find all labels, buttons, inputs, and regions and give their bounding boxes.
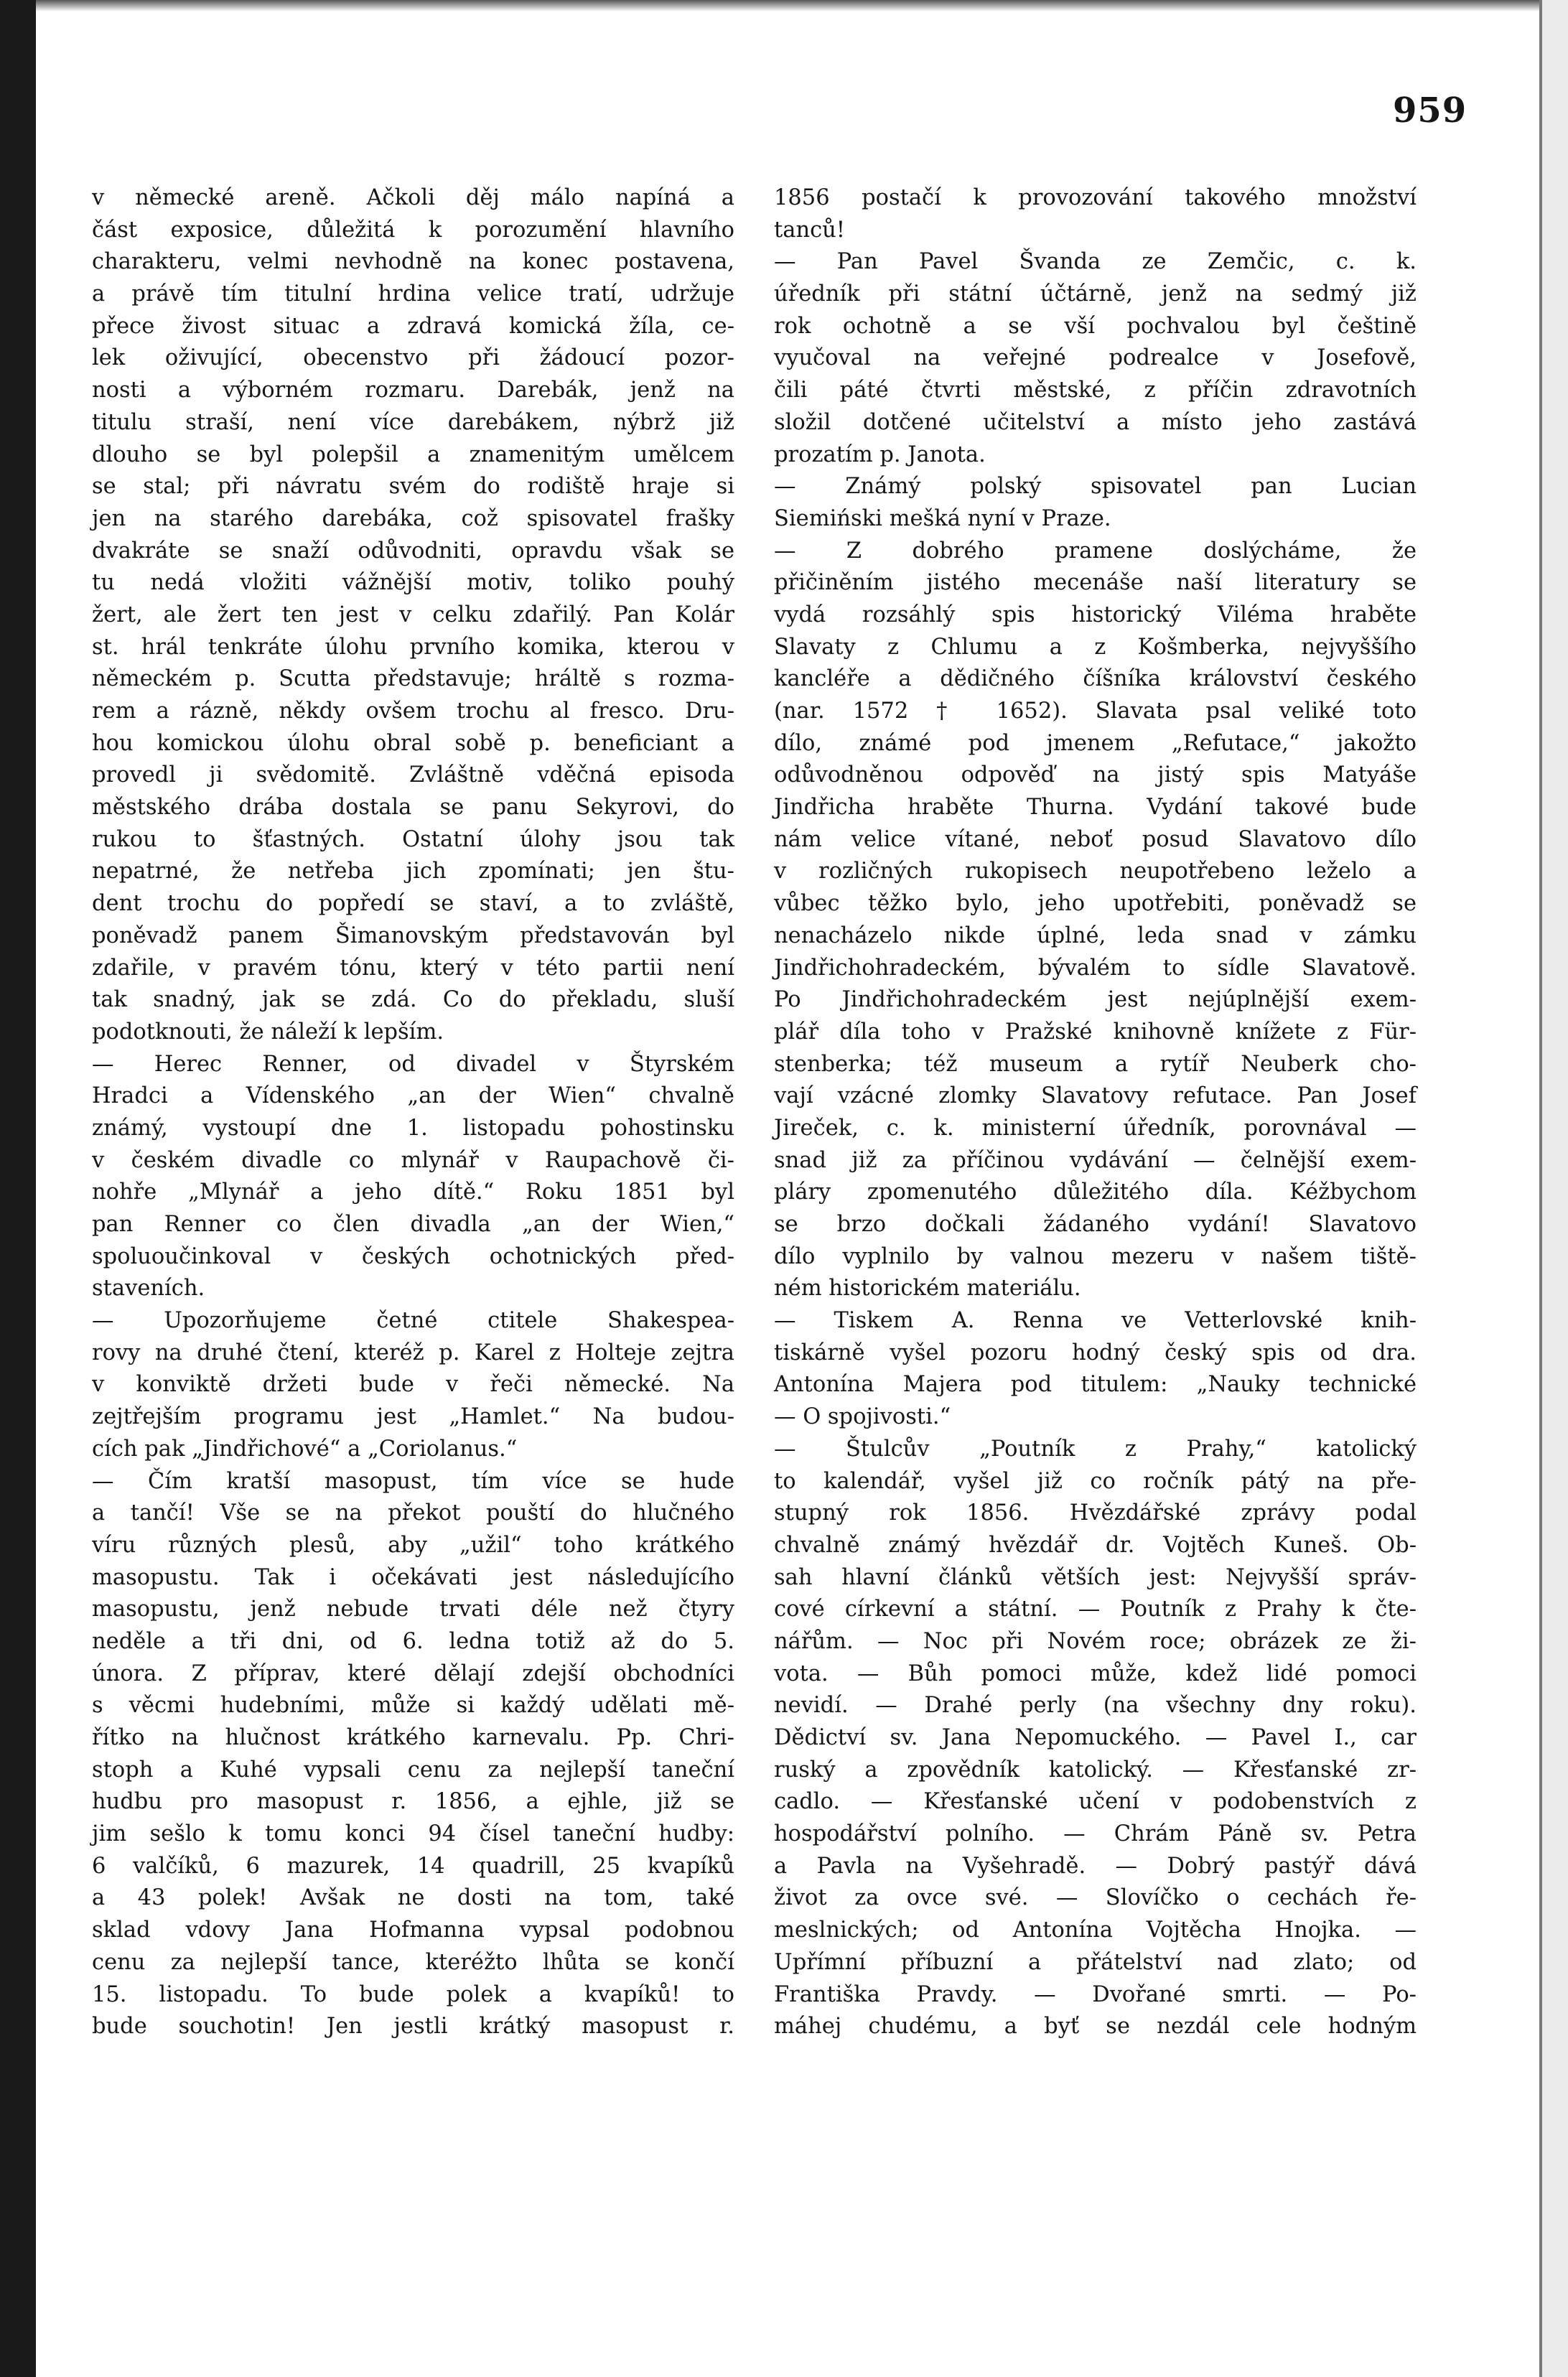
text-line: máhej chudému, a byť se nezdál cele hodným: [774, 2014, 1417, 2040]
text-line: — O spojivosti.“: [774, 1404, 951, 1430]
text-line: Po Jindřichohradeckém jest nejúplnější exem-: [774, 987, 1417, 1013]
text-line: dílo, známé pod jmenem „Refutace,“ jakožto: [774, 730, 1417, 756]
text-line: Františka Pravdy. — Dvořané smrti. — Po-: [774, 1981, 1417, 2007]
text-line: 6 valčíků, 6 mazurek, 14 quadrill, 25 kvapíků: [92, 1853, 734, 1879]
text-line: — Známý polský spisovatel pan Lucian: [774, 474, 1417, 500]
text-line: nohře „Mlynář a jeho dítě.“ Roku 1851 byl: [92, 1180, 734, 1205]
text-line: nenacházelo nikde úplné, leda snad v zámku: [774, 923, 1417, 948]
text-line: ruský a zpovědník katolický. — Křesťanské zr-: [774, 1757, 1417, 1783]
text-line: — Štulcův „Poutník z Prahy,“ katolický: [774, 1436, 1417, 1462]
text-line: a právě tím titulní hrdina velice tratí, udržuje: [92, 281, 734, 307]
page-number: 959: [1393, 90, 1467, 131]
text-line: — Tiskem A. Renna ve Vetterlovské knih-: [774, 1308, 1417, 1334]
text-line: plář díla toho v Pražské knihovně knížete z Für-: [774, 1019, 1417, 1045]
text-line: (nar. 1572 † 1652). Slavata psal veliké toto: [774, 699, 1417, 724]
scan-right-edge: [1539, 0, 1568, 2377]
text-line: — Z dobrého pramene doslýcháme, že: [774, 538, 1417, 564]
text-line: rem a rázně, někdy ovšem trochu al fresco. Dru-: [92, 699, 734, 724]
text-line: čili páté čtvrti městské, z příčin zdravotních: [774, 378, 1417, 403]
text-column-left: [92, 182, 734, 2043]
text-line: 15. listopadu. To bude polek a kvapíků! to: [92, 1981, 734, 2007]
text-line: přičiněním jistého mecenáše naší literatury se: [774, 570, 1417, 596]
text-line: nevidí. — Drahé perly (na všechny dny roku).: [774, 1693, 1417, 1719]
text-line: se stal; při návratu svém do rodiště hraje si: [92, 474, 734, 500]
text-line: rukou to šťastných. Ostatní úlohy jsou tak: [92, 826, 734, 852]
text-line: nosti a výborném rozmaru. Darebák, jenž na: [92, 378, 734, 403]
text-line: — Herec Renner, od divadel v Štyrském: [92, 1051, 734, 1077]
text-line: nářům. — Noc při Novém roce; obrázek ze ži-: [774, 1628, 1417, 1654]
text-line: rovy na druhé čtení, kteréž p. Karel z Holteje zejtra: [92, 1340, 734, 1365]
text-line: nám velice vítané, neboť posud Slavatovo dílo: [774, 826, 1417, 852]
text-line: chvalně známý hvězdář dr. Vojtěch Kuneš. Ob-: [774, 1532, 1417, 1558]
text-line: kancléře a dědičného číšníka království českého: [774, 666, 1417, 692]
text-line: poněvadž panem Šimanovským představován byl: [92, 923, 734, 948]
text-line: a tančí! Vše se na překot pouští do hlučného: [92, 1500, 734, 1526]
text-line: známý, vystoupí dne 1. listopadu pohostinsku: [92, 1115, 734, 1141]
text-line: víru různých plesů, aby „užil“ toho krátkého: [92, 1532, 734, 1558]
text-line: titulu straší, není více darebákem, nýbrž již: [92, 409, 734, 435]
text-line: a Pavla na Vyšehradě. — Dobrý pastýř dává: [774, 1853, 1417, 1879]
text-line: vají vzácné zlomky Slavatovy refutace. Pan Josef: [774, 1083, 1417, 1109]
text-line: a 43 polek! Avšak ne dosti na tom, také: [92, 1885, 734, 1911]
text-line: odůvodněnou odpověď na jistý spis Matyáše: [774, 762, 1417, 788]
text-line: rok ochotně a se vší pochvalou byl češtině: [774, 313, 1417, 339]
text-line: jim sešlo k tomu konci 94 čísel taneční hudby:: [92, 1821, 734, 1847]
text-line: přece živost situac a zdravá komická žíla, ce-: [92, 313, 734, 339]
text-line: dlouho se byl polepšil a znamenitým umělcem: [92, 442, 734, 467]
text-line: podotknouti, že náleží k lepším.: [92, 1019, 444, 1045]
text-line: meslnických; od Antonína Vojtěcha Hnojka. —: [774, 1918, 1417, 1943]
text-line: cích pak „Jindřichové“ a „Coriolanus.“: [92, 1436, 518, 1462]
text-line: staveních.: [92, 1276, 205, 1302]
text-line: 1856 postačí k provozování takového množství: [774, 185, 1417, 210]
text-line: v německé areně. Ačkoli děj málo napíná a: [92, 185, 734, 210]
text-line: tak snadný, jak se zdá. Co do překladu, sluší: [92, 987, 734, 1013]
text-line: sah hlavní článků větších jest: Nejvyšší správ-: [774, 1564, 1417, 1590]
text-line: masopustu. Tak i očekávati jest následujícího: [92, 1564, 734, 1590]
text-line: dvakráte se snaží odůvodniti, opravdu však se: [92, 538, 734, 564]
text-line: nepatrné, že netřeba jich zpomínati; jen štu-: [92, 859, 734, 884]
text-line: tanců!: [774, 217, 846, 243]
text-line: pan Renner co člen divadla „an der Wien,“: [92, 1212, 734, 1237]
text-line: Slavaty z Chlumu a z Košmberka, nejvyššího: [774, 634, 1417, 660]
text-line: Jindřicha hraběte Thurna. Vydání takové bude: [774, 795, 1417, 821]
text-line: v konviktě držeti bude v řeči německé. Na: [92, 1372, 734, 1398]
text-line: stenberka; též museum a rytíř Neuberk cho-: [774, 1051, 1417, 1077]
text-line: řítko na hlučnost krátkého karnevalu. Pp. Chri-: [92, 1725, 734, 1750]
text-line: německém p. Scutta představuje; hráltě s rozma-: [92, 666, 734, 692]
text-line: Hradci a Vídenského „an der Wien“ chvalně: [92, 1083, 734, 1109]
text-line: cadlo. — Křesťanské učení v podobenstvích z: [774, 1789, 1417, 1815]
text-line: hudbu pro masopust r. 1856, a ejhle, již se: [92, 1789, 734, 1815]
text-line: spoluoučinkoval v českých ochotnických před-: [92, 1243, 734, 1269]
text-line: bude souchotin! Jen jestli krátký masopust r.: [92, 2014, 734, 2040]
text-line: v českém divadle co mlynář v Raupachově či-: [92, 1147, 734, 1173]
text-line: masopustu, jenž nebude trvati déle než čtyry: [92, 1597, 734, 1622]
text-line: st. hrál tenkráte úlohu prvního komika, kterou v: [92, 634, 734, 660]
text-line: složil dotčené učitelství a místo jeho zastává: [774, 409, 1417, 435]
text-line: to kalendář, vyšel již co ročník pátý na pře-: [774, 1468, 1417, 1494]
text-column-right: [774, 182, 1417, 2043]
text-line: Siemiński mešká nyní v Praze.: [774, 505, 1111, 531]
text-line: prozatím p. Janota.: [774, 442, 986, 467]
text-line: úředník při státní účtárně, jenž na sedmý již: [774, 281, 1417, 307]
text-line: Upřímní příbuzní a přátelství nad zlato; od: [774, 1949, 1417, 1975]
text-line: jen na starého darebáka, což spisovatel frašky: [92, 505, 734, 531]
text-line: stoph a Kuhé vypsali cenu za nejlepší taneční: [92, 1757, 734, 1783]
text-line: snad již za příčinou vydávání — čelnější exem-: [774, 1147, 1417, 1173]
text-line: — Upozorňujeme četné ctitele Shakespea-: [92, 1308, 734, 1334]
text-line: zejtřejším programu jest „Hamlet.“ Na budou-: [92, 1404, 734, 1430]
text-line: dílo vyplnilo by valnou mezeru v našem tiště-: [774, 1243, 1417, 1269]
text-line: cové církevní a státní. — Poutník z Prahy k čte-: [774, 1597, 1417, 1622]
scan-left-edge: [0, 0, 36, 2377]
text-line: provedl ji svědomitě. Zvláštně vděčná episoda: [92, 762, 734, 788]
text-line: — Pan Pavel Švanda ze Zemčic, c. k.: [774, 249, 1417, 275]
text-line: stupný rok 1856. Hvězdářské zprávy podal: [774, 1500, 1417, 1526]
text-line: zdařile, v pravém tónu, který v této partii není: [92, 955, 734, 981]
text-line: městského drába dostala se panu Sekyrovi, do: [92, 795, 734, 821]
text-line: Dědictví sv. Jana Nepomuckého. — Pavel I., car: [774, 1725, 1417, 1750]
text-line: tiskárně vyšel pozoru hodný český spis od dra.: [774, 1340, 1417, 1365]
text-line: část exposice, důležitá k porozumění hlavního: [92, 217, 734, 243]
text-line: — Čím kratší masopust, tím více se hude: [92, 1468, 734, 1494]
text-line: ném historickém materiálu.: [774, 1276, 1081, 1302]
text-line: neděle a tři dni, od 6. ledna totiž až do 5.: [92, 1628, 734, 1654]
text-line: život za ovce své. — Slovíčko o cechách ře-: [774, 1885, 1417, 1911]
text-line: února. Z příprav, které dělají zdejší obchodníci: [92, 1661, 734, 1686]
text-line: se brzo dočkali žádaného vydání! Slavatovo: [774, 1212, 1417, 1237]
text-line: lek oživující, obecenstvo při žádoucí pozor-: [92, 345, 734, 371]
text-line: s věcmi hudebními, může si každý udělati mě-: [92, 1693, 734, 1719]
text-line: vydá rozsáhlý spis historický Viléma hraběte: [774, 602, 1417, 627]
text-line: Jindřichohradeckém, bývalém to sídle Slavatově.: [774, 955, 1417, 981]
text-line: vyučoval na veřejné podrealce v Josefově,: [774, 345, 1417, 371]
text-line: vůbec těžko bylo, jeho upotřebiti, poněvadž se: [774, 891, 1417, 917]
text-line: vota. — Bůh pomoci může, kdež lidé pomoci: [774, 1661, 1417, 1686]
text-line: charakteru, velmi nevhodně na konec postavena,: [92, 249, 734, 275]
text-line: Antonína Majera pod titulem: „Nauky technické: [774, 1372, 1417, 1398]
text-line: hospodářství polního. — Chrám Páně sv. Petra: [774, 1821, 1417, 1847]
text-line: hou komickou úlohu obral sobě p. beneficiant a: [92, 730, 734, 756]
text-line: cenu za nejlepší tance, kteréžto lhůta se končí: [92, 1949, 734, 1975]
text-line: Jireček, c. k. ministerní úředník, porovnával —: [774, 1115, 1417, 1141]
text-line: dent trochu do popředí se staví, a to zvláště,: [92, 891, 734, 917]
text-line: tu nedá vložiti vážnější motiv, toliko pouhý: [92, 570, 734, 596]
scan-top-edge: [36, 0, 1539, 11]
text-line: sklad vdovy Jana Hofmanna vypsal podobnou: [92, 1918, 734, 1943]
text-line: v rozličných rukopisech neupotřebeno leželo a: [774, 859, 1417, 884]
text-line: žert, ale žert ten jest v celku zdařilý. Pan Kolár: [92, 602, 734, 627]
text-line: pláry zpomenutého důležitého díla. Kéžbychom: [774, 1180, 1417, 1205]
